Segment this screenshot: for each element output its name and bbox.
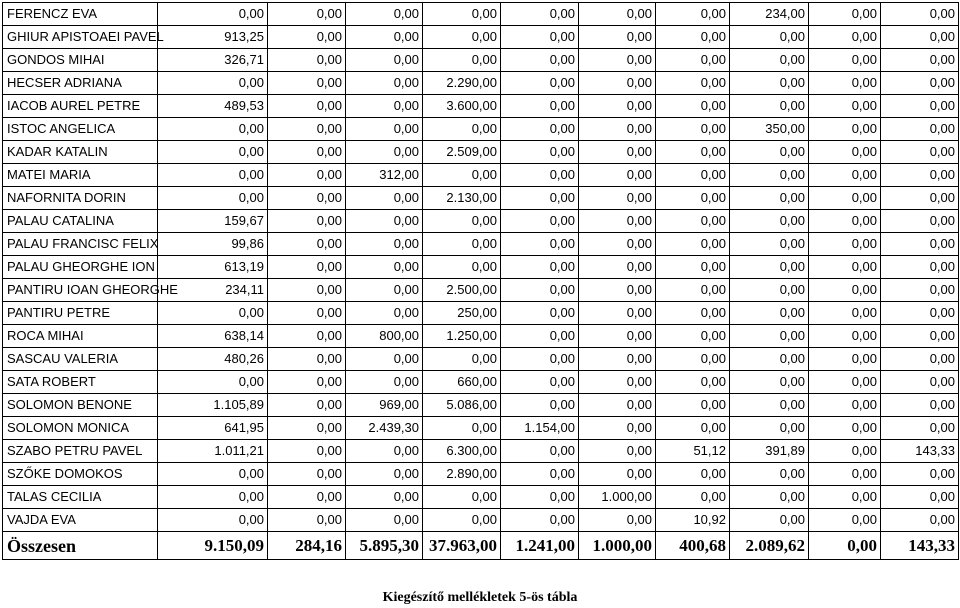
value-cell: 0,00 xyxy=(423,256,501,279)
table-row xyxy=(3,164,959,187)
table-row xyxy=(3,95,959,118)
table-row xyxy=(3,371,959,394)
value-cell: 0,00 xyxy=(501,463,579,486)
value-cell: 0,00 xyxy=(656,95,730,118)
value-cell: 0,00 xyxy=(809,440,881,463)
name-cell: KADAR KATALIN xyxy=(3,141,158,164)
name-cell: ROCA MIHAI xyxy=(3,325,158,348)
value-cell: 0,00 xyxy=(881,49,959,72)
value-cell: 0,00 xyxy=(501,118,579,141)
value-cell: 0,00 xyxy=(809,210,881,233)
value-cell: 0,00 xyxy=(881,302,959,325)
value-cell: 1.250,00 xyxy=(423,325,501,348)
value-cell: 0,00 xyxy=(158,3,268,26)
name-cell: IACOB AUREL PETRE xyxy=(3,95,158,118)
value-cell: 0,00 xyxy=(881,233,959,256)
value-cell: 0,00 xyxy=(579,302,656,325)
name-cell: TALAS CECILIA xyxy=(3,486,158,509)
total-value-cell: 2.089,62 xyxy=(730,532,809,560)
value-cell: 0,00 xyxy=(579,256,656,279)
annex-table-container xyxy=(2,2,958,560)
value-cell: 0,00 xyxy=(809,187,881,210)
total-value-cell: 37.963,00 xyxy=(423,532,501,560)
value-cell: 0,00 xyxy=(501,95,579,118)
value-cell: 2.509,00 xyxy=(423,141,501,164)
value-cell: 0,00 xyxy=(501,509,579,532)
value-cell: 0,00 xyxy=(423,49,501,72)
value-cell: 0,00 xyxy=(809,141,881,164)
value-cell: 0,00 xyxy=(346,463,423,486)
value-cell: 480,26 xyxy=(158,348,268,371)
value-cell: 0,00 xyxy=(346,141,423,164)
value-cell: 0,00 xyxy=(730,141,809,164)
value-cell: 0,00 xyxy=(730,325,809,348)
value-cell: 0,00 xyxy=(268,164,346,187)
value-cell: 1.000,00 xyxy=(579,486,656,509)
value-cell: 0,00 xyxy=(730,417,809,440)
table-row xyxy=(3,233,959,256)
value-cell: 0,00 xyxy=(881,3,959,26)
total-value-cell: 5.895,30 xyxy=(346,532,423,560)
value-cell: 0,00 xyxy=(809,118,881,141)
value-cell: 0,00 xyxy=(809,509,881,532)
value-cell: 0,00 xyxy=(730,233,809,256)
value-cell: 0,00 xyxy=(809,302,881,325)
value-cell: 0,00 xyxy=(881,509,959,532)
value-cell: 0,00 xyxy=(881,141,959,164)
value-cell: 0,00 xyxy=(346,302,423,325)
value-cell: 0,00 xyxy=(809,463,881,486)
value-cell: 1.154,00 xyxy=(501,417,579,440)
value-cell: 350,00 xyxy=(730,118,809,141)
value-cell: 0,00 xyxy=(423,348,501,371)
value-cell: 0,00 xyxy=(579,463,656,486)
value-cell: 0,00 xyxy=(579,187,656,210)
value-cell: 0,00 xyxy=(656,302,730,325)
value-cell: 0,00 xyxy=(501,49,579,72)
value-cell: 0,00 xyxy=(579,417,656,440)
value-cell: 0,00 xyxy=(656,371,730,394)
value-cell: 0,00 xyxy=(809,233,881,256)
value-cell: 0,00 xyxy=(730,509,809,532)
value-cell: 0,00 xyxy=(268,95,346,118)
value-cell: 969,00 xyxy=(346,394,423,417)
value-cell: 0,00 xyxy=(730,348,809,371)
value-cell: 0,00 xyxy=(346,256,423,279)
value-cell: 99,86 xyxy=(158,233,268,256)
value-cell: 489,53 xyxy=(158,95,268,118)
value-cell: 0,00 xyxy=(656,3,730,26)
value-cell: 0,00 xyxy=(268,348,346,371)
value-cell: 2.290,00 xyxy=(423,72,501,95)
value-cell: 0,00 xyxy=(346,233,423,256)
value-cell: 0,00 xyxy=(881,187,959,210)
value-cell: 0,00 xyxy=(579,49,656,72)
value-cell: 391,89 xyxy=(730,440,809,463)
value-cell: 0,00 xyxy=(346,72,423,95)
value-cell: 0,00 xyxy=(579,371,656,394)
value-cell: 10,92 xyxy=(656,509,730,532)
name-cell: PALAU FRANCISC FELIX xyxy=(3,233,158,256)
value-cell: 0,00 xyxy=(656,72,730,95)
value-cell: 0,00 xyxy=(809,325,881,348)
value-cell: 234,00 xyxy=(730,3,809,26)
value-cell: 0,00 xyxy=(268,302,346,325)
name-cell: PALAU GHEORGHE ION xyxy=(3,256,158,279)
value-cell: 0,00 xyxy=(346,118,423,141)
table-row xyxy=(3,118,959,141)
total-value-cell: 143,33 xyxy=(881,532,959,560)
value-cell: 0,00 xyxy=(423,26,501,49)
value-cell: 0,00 xyxy=(730,371,809,394)
table-row xyxy=(3,26,959,49)
name-cell: ISTOC ANGELICA xyxy=(3,118,158,141)
value-cell: 0,00 xyxy=(346,95,423,118)
value-cell: 0,00 xyxy=(501,279,579,302)
value-cell: 0,00 xyxy=(809,49,881,72)
table-row xyxy=(3,486,959,509)
value-cell: 0,00 xyxy=(579,279,656,302)
value-cell: 0,00 xyxy=(881,210,959,233)
value-cell: 0,00 xyxy=(579,394,656,417)
table-row xyxy=(3,141,959,164)
table-row xyxy=(3,72,959,95)
table-row xyxy=(3,3,959,26)
value-cell: 5.086,00 xyxy=(423,394,501,417)
value-cell: 0,00 xyxy=(656,49,730,72)
value-cell: 312,00 xyxy=(346,164,423,187)
value-cell: 0,00 xyxy=(579,118,656,141)
table-row xyxy=(3,302,959,325)
table-row xyxy=(3,463,959,486)
value-cell: 0,00 xyxy=(346,187,423,210)
value-cell: 0,00 xyxy=(730,187,809,210)
value-cell: 0,00 xyxy=(579,325,656,348)
value-cell: 0,00 xyxy=(656,486,730,509)
table-row xyxy=(3,509,959,532)
total-value-cell: 9.150,09 xyxy=(158,532,268,560)
value-cell: 0,00 xyxy=(501,72,579,95)
footer-caption: Kiegészítő mellékletek 5-ös tábla xyxy=(382,590,578,605)
value-cell: 0,00 xyxy=(158,118,268,141)
value-cell: 660,00 xyxy=(423,371,501,394)
value-cell: 0,00 xyxy=(656,279,730,302)
annex-table xyxy=(2,2,959,560)
value-cell: 0,00 xyxy=(268,279,346,302)
value-cell: 0,00 xyxy=(579,26,656,49)
name-cell: PANTIRU PETRE xyxy=(3,302,158,325)
value-cell: 0,00 xyxy=(656,417,730,440)
value-cell: 0,00 xyxy=(268,210,346,233)
value-cell: 0,00 xyxy=(268,463,346,486)
value-cell: 0,00 xyxy=(501,256,579,279)
name-cell: HECSER ADRIANA xyxy=(3,72,158,95)
value-cell: 0,00 xyxy=(158,463,268,486)
value-cell: 0,00 xyxy=(579,141,656,164)
table-body xyxy=(3,3,959,560)
total-value-cell: 0,00 xyxy=(809,532,881,560)
value-cell: 0,00 xyxy=(730,486,809,509)
value-cell: 0,00 xyxy=(423,509,501,532)
value-cell: 0,00 xyxy=(268,3,346,26)
value-cell: 0,00 xyxy=(730,72,809,95)
value-cell: 0,00 xyxy=(423,3,501,26)
value-cell: 0,00 xyxy=(579,210,656,233)
value-cell: 0,00 xyxy=(346,3,423,26)
value-cell: 0,00 xyxy=(501,26,579,49)
total-row xyxy=(3,532,959,560)
value-cell: 0,00 xyxy=(809,394,881,417)
value-cell: 250,00 xyxy=(423,302,501,325)
value-cell: 0,00 xyxy=(730,95,809,118)
name-cell: PANTIRU IOAN GHEORGHE xyxy=(3,279,158,302)
value-cell: 0,00 xyxy=(579,95,656,118)
name-cell: MATEI MARIA xyxy=(3,164,158,187)
value-cell: 0,00 xyxy=(656,210,730,233)
table-row xyxy=(3,256,959,279)
value-cell: 0,00 xyxy=(579,3,656,26)
table-row xyxy=(3,187,959,210)
table-row xyxy=(3,394,959,417)
value-cell: 0,00 xyxy=(881,463,959,486)
value-cell: 0,00 xyxy=(730,164,809,187)
value-cell: 0,00 xyxy=(501,141,579,164)
value-cell: 0,00 xyxy=(346,486,423,509)
value-cell: 0,00 xyxy=(656,394,730,417)
value-cell: 0,00 xyxy=(809,164,881,187)
value-cell: 0,00 xyxy=(579,72,656,95)
value-cell: 0,00 xyxy=(881,26,959,49)
value-cell: 0,00 xyxy=(268,26,346,49)
total-value-cell: 1.000,00 xyxy=(579,532,656,560)
value-cell: 0,00 xyxy=(268,325,346,348)
name-cell: VAJDA EVA xyxy=(3,509,158,532)
value-cell: 0,00 xyxy=(579,233,656,256)
name-cell: NAFORNITA DORIN xyxy=(3,187,158,210)
table-row xyxy=(3,348,959,371)
value-cell: 0,00 xyxy=(423,417,501,440)
value-cell: 0,00 xyxy=(656,256,730,279)
value-cell: 234,11 xyxy=(158,279,268,302)
value-cell: 0,00 xyxy=(809,26,881,49)
value-cell: 0,00 xyxy=(158,509,268,532)
value-cell: 1.105,89 xyxy=(158,394,268,417)
value-cell: 638,14 xyxy=(158,325,268,348)
value-cell: 0,00 xyxy=(501,394,579,417)
value-cell: 0,00 xyxy=(501,348,579,371)
value-cell: 0,00 xyxy=(656,187,730,210)
value-cell: 0,00 xyxy=(809,371,881,394)
value-cell: 0,00 xyxy=(158,187,268,210)
value-cell: 0,00 xyxy=(501,233,579,256)
value-cell: 0,00 xyxy=(881,72,959,95)
name-cell: GHIUR APISTOAEI PAVEL xyxy=(3,26,158,49)
total-value-cell: 284,16 xyxy=(268,532,346,560)
value-cell: 0,00 xyxy=(423,486,501,509)
value-cell: 0,00 xyxy=(730,463,809,486)
table-row xyxy=(3,210,959,233)
value-cell: 0,00 xyxy=(158,302,268,325)
name-cell: SOLOMON BENONE xyxy=(3,394,158,417)
name-cell: SATA ROBERT xyxy=(3,371,158,394)
value-cell: 0,00 xyxy=(158,371,268,394)
value-cell: 326,71 xyxy=(158,49,268,72)
value-cell: 0,00 xyxy=(501,302,579,325)
value-cell: 0,00 xyxy=(346,26,423,49)
value-cell: 0,00 xyxy=(501,210,579,233)
value-cell: 0,00 xyxy=(501,371,579,394)
value-cell: 0,00 xyxy=(346,49,423,72)
value-cell: 0,00 xyxy=(158,141,268,164)
value-cell: 0,00 xyxy=(268,256,346,279)
value-cell: 0,00 xyxy=(881,371,959,394)
value-cell: 0,00 xyxy=(268,118,346,141)
value-cell: 800,00 xyxy=(346,325,423,348)
value-cell: 0,00 xyxy=(268,233,346,256)
value-cell: 641,95 xyxy=(158,417,268,440)
total-value-cell: 1.241,00 xyxy=(501,532,579,560)
value-cell: 0,00 xyxy=(346,440,423,463)
value-cell: 2.500,00 xyxy=(423,279,501,302)
value-cell: 0,00 xyxy=(656,463,730,486)
value-cell: 0,00 xyxy=(579,164,656,187)
value-cell: 0,00 xyxy=(656,118,730,141)
value-cell: 0,00 xyxy=(579,348,656,371)
value-cell: 0,00 xyxy=(730,394,809,417)
value-cell: 0,00 xyxy=(730,210,809,233)
value-cell: 0,00 xyxy=(881,394,959,417)
value-cell: 0,00 xyxy=(656,233,730,256)
value-cell: 0,00 xyxy=(809,256,881,279)
value-cell: 2.890,00 xyxy=(423,463,501,486)
value-cell: 0,00 xyxy=(501,3,579,26)
value-cell: 0,00 xyxy=(881,118,959,141)
value-cell: 159,67 xyxy=(158,210,268,233)
value-cell: 0,00 xyxy=(730,26,809,49)
value-cell: 0,00 xyxy=(268,371,346,394)
value-cell: 0,00 xyxy=(268,486,346,509)
value-cell: 0,00 xyxy=(809,348,881,371)
value-cell: 0,00 xyxy=(346,210,423,233)
value-cell: 0,00 xyxy=(423,118,501,141)
value-cell: 0,00 xyxy=(730,279,809,302)
value-cell: 0,00 xyxy=(656,348,730,371)
value-cell: 0,00 xyxy=(881,486,959,509)
value-cell: 0,00 xyxy=(881,417,959,440)
value-cell: 0,00 xyxy=(346,279,423,302)
value-cell: 143,33 xyxy=(881,440,959,463)
value-cell: 0,00 xyxy=(809,279,881,302)
table-row xyxy=(3,417,959,440)
value-cell: 0,00 xyxy=(809,486,881,509)
value-cell: 613,19 xyxy=(158,256,268,279)
value-cell: 0,00 xyxy=(579,440,656,463)
value-cell: 0,00 xyxy=(881,256,959,279)
value-cell: 0,00 xyxy=(579,509,656,532)
value-cell: 0,00 xyxy=(501,164,579,187)
total-value-cell: 400,68 xyxy=(656,532,730,560)
value-cell: 0,00 xyxy=(881,279,959,302)
name-cell: FERENCZ EVA xyxy=(3,3,158,26)
value-cell: 0,00 xyxy=(656,26,730,49)
value-cell: 0,00 xyxy=(268,394,346,417)
name-cell: PALAU CATALINA xyxy=(3,210,158,233)
value-cell: 0,00 xyxy=(656,325,730,348)
value-cell: 913,25 xyxy=(158,26,268,49)
name-cell: SZŐKE DOMOKOS xyxy=(3,463,158,486)
value-cell: 0,00 xyxy=(501,325,579,348)
value-cell: 0,00 xyxy=(346,509,423,532)
value-cell: 0,00 xyxy=(501,440,579,463)
value-cell: 0,00 xyxy=(656,164,730,187)
value-cell: 0,00 xyxy=(346,348,423,371)
name-cell: SOLOMON MONICA xyxy=(3,417,158,440)
value-cell: 3.600,00 xyxy=(423,95,501,118)
value-cell: 0,00 xyxy=(656,141,730,164)
total-label: Összesen xyxy=(3,532,158,560)
name-cell: GONDOS MIHAI xyxy=(3,49,158,72)
name-cell: SASCAU VALERIA xyxy=(3,348,158,371)
value-cell: 0,00 xyxy=(268,187,346,210)
value-cell: 0,00 xyxy=(809,95,881,118)
value-cell: 0,00 xyxy=(158,486,268,509)
value-cell: 0,00 xyxy=(881,325,959,348)
value-cell: 0,00 xyxy=(158,72,268,95)
value-cell: 2.130,00 xyxy=(423,187,501,210)
value-cell: 0,00 xyxy=(423,233,501,256)
value-cell: 0,00 xyxy=(423,210,501,233)
value-cell: 0,00 xyxy=(268,440,346,463)
value-cell: 0,00 xyxy=(881,348,959,371)
value-cell: 1.011,21 xyxy=(158,440,268,463)
table-row xyxy=(3,325,959,348)
table-row xyxy=(3,279,959,302)
value-cell: 0,00 xyxy=(730,49,809,72)
value-cell: 0,00 xyxy=(268,509,346,532)
value-cell: 0,00 xyxy=(809,72,881,95)
value-cell: 0,00 xyxy=(881,164,959,187)
value-cell: 0,00 xyxy=(268,417,346,440)
value-cell: 51,12 xyxy=(656,440,730,463)
value-cell: 6.300,00 xyxy=(423,440,501,463)
value-cell: 0,00 xyxy=(730,302,809,325)
value-cell: 0,00 xyxy=(158,164,268,187)
name-cell: SZABO PETRU PAVEL xyxy=(3,440,158,463)
value-cell: 0,00 xyxy=(881,95,959,118)
value-cell: 0,00 xyxy=(501,187,579,210)
value-cell: 0,00 xyxy=(268,72,346,95)
value-cell: 0,00 xyxy=(268,49,346,72)
value-cell: 0,00 xyxy=(730,256,809,279)
value-cell: 2.439,30 xyxy=(346,417,423,440)
value-cell: 0,00 xyxy=(809,3,881,26)
value-cell: 0,00 xyxy=(268,141,346,164)
table-row xyxy=(3,49,959,72)
table-row xyxy=(3,440,959,463)
value-cell: 0,00 xyxy=(501,486,579,509)
value-cell: 0,00 xyxy=(423,164,501,187)
value-cell: 0,00 xyxy=(346,371,423,394)
value-cell: 0,00 xyxy=(809,417,881,440)
